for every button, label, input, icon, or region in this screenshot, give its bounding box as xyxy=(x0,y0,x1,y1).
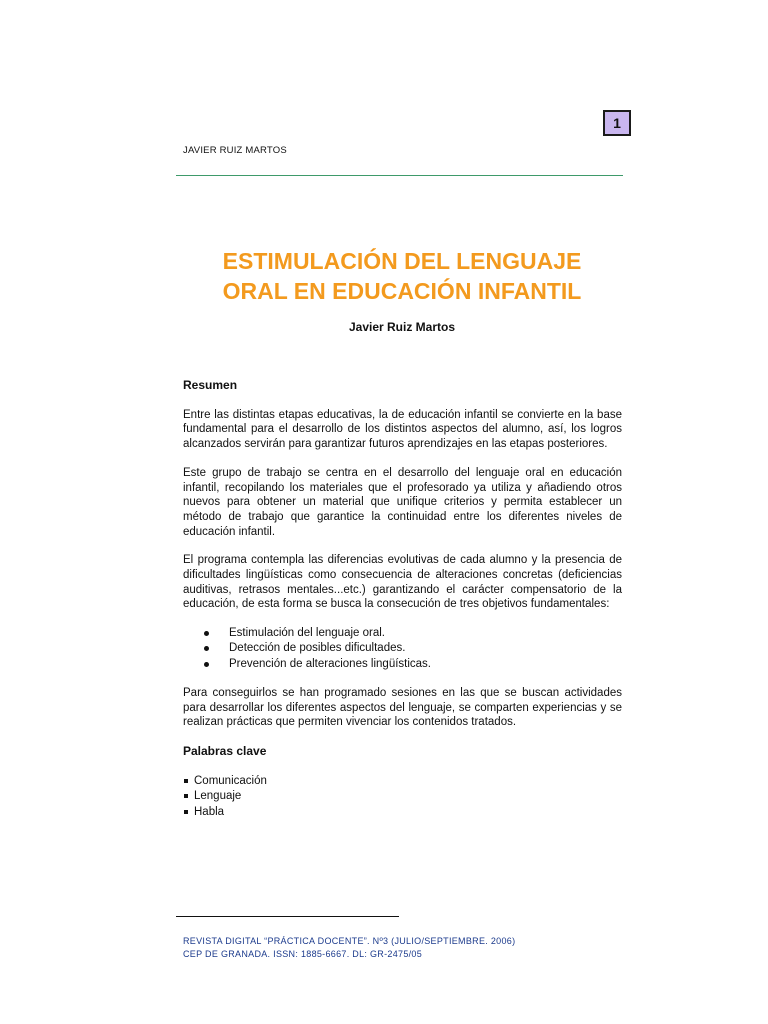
list-item xyxy=(183,641,622,656)
list-item xyxy=(183,774,622,790)
keyword-text: Habla xyxy=(194,805,225,818)
footer-line-1: REVISTA DIGITAL “PRÁCTICA DOCENTE”. Nº3 (JULIO/SEPTIEMBRE. 2006) xyxy=(183,936,516,946)
keyword-text: Lenguaje xyxy=(194,790,242,803)
objective-text: Prevención de alteraciones lingüísticas. xyxy=(229,657,432,670)
abstract-paragraph: Entre las distintas etapas educativas, la de educación infantil se convierte en la base fundamental para el desarrollo de los distintos aspectos del alumno, así, los logros alcanzados servirán para garantizar futuros aprendizajes en las etapas posteriores. xyxy=(183,408,622,451)
objective-text: Detección de posibles dificultades. xyxy=(229,642,406,655)
page-number-badge: 1 xyxy=(603,110,631,136)
abstract-paragraph: Para conseguirlos se han programado sesiones en las que se buscan actividades para desarrollar los diferentes aspectos del lenguaje, se comparten experiencias y se realizan prácticas que permiten vivenciar los contenidos tratados. xyxy=(183,687,622,729)
author-name: Javier Ruiz Martos xyxy=(348,320,456,334)
objectives-list xyxy=(183,626,622,672)
journal-footer xyxy=(183,935,515,960)
list-item xyxy=(183,789,622,805)
abstract-paragraph: El programa contempla las diferencias evolutivas de cada alumno y la presencia de dificultades lingüísticas como consecuencia de alteraciones concretas (deficiencias auditivas, retrasos mentales...etc.) garantizando el carácter compensatorio de la educación, de esta forma se busca la consecución de tres objetivos fundamentales: xyxy=(183,554,622,611)
abstract-heading: Resumen xyxy=(183,378,238,392)
document-title xyxy=(176,246,628,306)
square-bullet-icon xyxy=(184,794,188,798)
title-line-2: ORAL EN EDUCACIÓN INFANTIL xyxy=(222,278,582,304)
footnote-divider xyxy=(176,916,399,917)
keyword-text: Comunicación xyxy=(194,774,267,787)
list-item xyxy=(183,805,622,821)
bullet-icon xyxy=(204,662,209,667)
footer-line-2: CEP DE GRANADA. ISSN: 1885-6667. DL: GR-2475/05 xyxy=(183,948,423,959)
keywords-heading: Palabras clave xyxy=(183,744,267,759)
list-item xyxy=(183,657,622,672)
keywords-list xyxy=(183,774,622,821)
bullet-icon xyxy=(204,631,209,636)
objective-text: Estimulación del lenguaje oral. xyxy=(229,627,385,640)
abstract-paragraph: Este grupo de trabajo se centra en el desarrollo del lenguaje oral en educación infantil, recopilando los materiales que el profesorado ya utiliza y añadiendo otros nuevos para obtener un material que unifique criterios y permita establecer un método de trabajo que garantice la continuidad entre los diferentes niveles de educación infantil. xyxy=(183,466,622,538)
square-bullet-icon xyxy=(184,779,188,783)
bullet-icon xyxy=(204,646,209,651)
square-bullet-icon xyxy=(184,810,188,814)
list-item xyxy=(183,626,622,641)
title-line-1: ESTIMULACIÓN DEL LENGUAJE xyxy=(222,248,582,274)
running-header: JAVIER RUIZ MARTOS xyxy=(183,145,287,156)
document-body xyxy=(183,378,622,820)
header-divider xyxy=(176,175,623,176)
